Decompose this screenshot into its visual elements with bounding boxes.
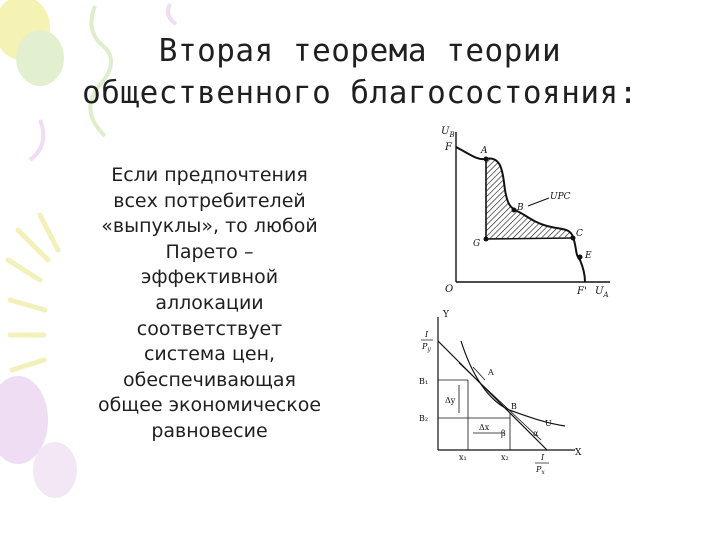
delta-x-label: Δx [479, 423, 490, 432]
slide-title-line: Вторая теорема теории [158, 33, 562, 69]
utility-frontier-figure [425, 122, 625, 300]
body-line: соответствует [136, 317, 283, 340]
x-intercept-num: I [541, 453, 545, 462]
body-line: эффективной [140, 266, 279, 289]
f-prime-label: F' [577, 286, 587, 297]
body-line: Парето – [165, 240, 254, 263]
x1-label: x₁ [459, 453, 467, 462]
b2-label: B₂ [419, 414, 429, 423]
slide-title-line: общественного благосостояния: [82, 75, 638, 111]
u-curve-label: U [545, 419, 552, 428]
body-line: общее экономическое [97, 394, 322, 417]
upc-pointer [528, 198, 549, 206]
origin-label: O [445, 284, 454, 295]
x-axis-label: X [575, 448, 582, 458]
alpha-label: α [533, 429, 539, 438]
upc-label: UPC [550, 192, 571, 202]
slide-title [40, 30, 680, 114]
tangent-line [459, 363, 541, 440]
sun-rays-decor [8, 215, 58, 370]
body-line: обеспечивающая [123, 368, 296, 391]
body-line: Если предпочтения [111, 164, 308, 186]
y-axis-label: $U_B$ [441, 126, 455, 139]
point-c-label: C [576, 229, 583, 239]
point-a-marker [484, 157, 489, 162]
balloon-decor [33, 442, 77, 498]
point-g-marker [484, 237, 489, 242]
body-line: аллокации [155, 291, 264, 314]
point-e-marker [578, 255, 583, 260]
point-a-label: A [488, 368, 494, 377]
f-label: F [445, 142, 452, 153]
streamer-decor [30, 120, 43, 160]
x2-label: x₂ [501, 453, 509, 462]
point-g-label: G [473, 239, 481, 249]
x-axis-label: $U_A$ [595, 286, 609, 299]
point-a-label: A [481, 146, 488, 156]
y-intercept-den: $P_y$ [422, 342, 431, 353]
point-b-label: B [517, 203, 524, 213]
point-b-marker [512, 208, 517, 213]
body-line: система цен, [143, 343, 276, 366]
slide-body-text [62, 163, 357, 445]
b1-label: B₁ [419, 377, 429, 386]
budget-line-figure [415, 305, 600, 475]
beta-label: β [501, 429, 506, 438]
delta-y-label: Δy [445, 396, 456, 405]
point-e-label: E [585, 251, 592, 261]
body-line: всех потребителей [113, 189, 306, 212]
g-horizontal [486, 238, 573, 239]
y-intercept-num: I [425, 330, 429, 339]
x-intercept-den: $P_x$ [536, 465, 545, 475]
point-b-label: B [511, 402, 517, 411]
point-c-marker [571, 236, 576, 241]
body-line: «выпуклы», то любой [101, 215, 318, 238]
streamer-decor [168, 4, 176, 24]
y-axis-label: Y [443, 310, 449, 320]
body-line: равновесие [151, 419, 268, 442]
